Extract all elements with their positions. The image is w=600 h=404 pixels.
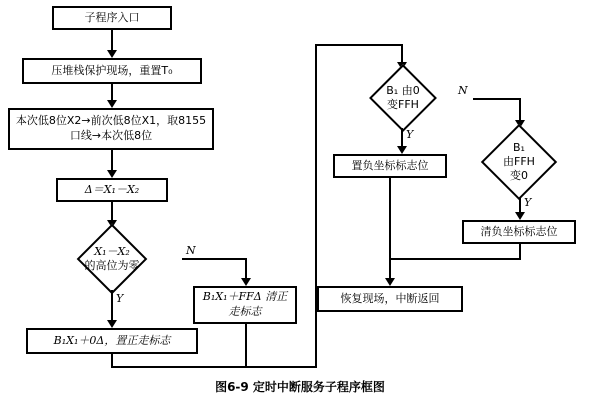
node-save-context-label: 压堆栈保护现场，重置T₀: [51, 63, 173, 77]
node-clear-forward-flag-label: B₁X₁＋FFΔ 清正走标志: [202, 290, 288, 318]
branch-label-n1: N: [186, 244, 196, 257]
arrow-decision1-to-forward-mark: [107, 320, 117, 328]
decision-high-bits-zero-label: [42, 228, 182, 290]
branch-label-n2: N: [458, 84, 468, 97]
arrow-save-to-read: [107, 100, 117, 108]
node-clear-negative-flag-label: 清负坐标标志位: [480, 224, 558, 238]
connector-entry-to-save: [111, 30, 113, 52]
decision-b1-zero-to-ff-line2: 变FFH: [387, 98, 419, 111]
decision-b1-ff-to-zero: [454, 126, 584, 198]
node-read-port-label: 本次低8位X2→前次低8位X1，取8155口线→本次低8位: [15, 114, 207, 142]
decision-b1-zero-to-ff-label: [333, 68, 473, 128]
decision-b1-ff-to-zero-line2: 由FFH: [503, 154, 535, 168]
node-set-negative-flag-label: 置负坐标标志位: [351, 158, 429, 172]
decision-b1-ff-to-zero-line1: B₁: [513, 140, 525, 154]
node-entry-label: 子程序入口: [84, 10, 140, 24]
connector-decision2-right-down: [519, 98, 521, 122]
node-restore-return: [317, 286, 463, 312]
arrow-decision2-to-set-negative: [397, 146, 407, 154]
node-clear-forward-flag: [193, 286, 297, 324]
decision-high-bits-zero-line1: X₁－X₂: [94, 244, 130, 258]
node-entry: [52, 6, 172, 30]
arrow-decision1-to-clear-forward: [241, 278, 251, 286]
connector-decision1-to-clear-forward: [182, 258, 247, 260]
node-restore-return-label: 恢复现场，中断返回: [340, 291, 440, 305]
connector-read-to-delta: [111, 150, 113, 172]
figure-caption: 图6-9 定时中断服务子程序框图: [215, 380, 385, 394]
decision-b1-ff-to-zero-line3: 变0: [510, 169, 528, 183]
arrow-read-to-delta: [107, 170, 117, 178]
decision-high-bits-zero: [42, 228, 182, 290]
decision-b1-zero-to-ff: [333, 68, 473, 128]
decision-b1-ff-to-zero-label: [454, 126, 584, 198]
arrow-decision3-to-clear-negative: [515, 212, 525, 220]
branch-label-y2: Y: [406, 128, 414, 141]
node-delta: [56, 178, 168, 202]
connector-set-negative-down: [389, 178, 391, 260]
branch-label-y1: Y: [116, 292, 124, 305]
connector-decision2-to-decision3: [473, 98, 521, 100]
node-save-context: [22, 58, 202, 84]
arrow-entry-to-save: [107, 50, 117, 58]
connector-bottom-merge: [111, 366, 317, 368]
connector-top-into-right-column: [315, 44, 403, 46]
decision-high-bits-zero-line2: 的高位为零: [84, 259, 140, 272]
connector-decision1-down-right: [245, 258, 247, 280]
connector-merge-to-restore: [389, 258, 391, 280]
connector-right-merge: [389, 258, 521, 260]
node-set-forward-flag: [26, 328, 198, 354]
node-delta-label: Δ＝X₁－X₂: [84, 182, 140, 196]
node-set-negative-flag: [333, 154, 447, 178]
branch-label-y3: Y: [524, 196, 532, 209]
arrow-merge-to-restore: [385, 278, 395, 286]
node-clear-negative-flag: [462, 220, 576, 244]
node-read-port: [8, 108, 214, 150]
node-set-forward-flag-label: B₁X₁＋0Δ，置正走标志: [53, 333, 171, 347]
connector-trunk-to-right-column: [315, 44, 317, 368]
decision-b1-zero-to-ff-line1: B₁ 由0: [386, 83, 420, 97]
connector-decision1-to-forward-mark: [111, 290, 113, 322]
connector-clear-forward-down: [245, 324, 247, 368]
